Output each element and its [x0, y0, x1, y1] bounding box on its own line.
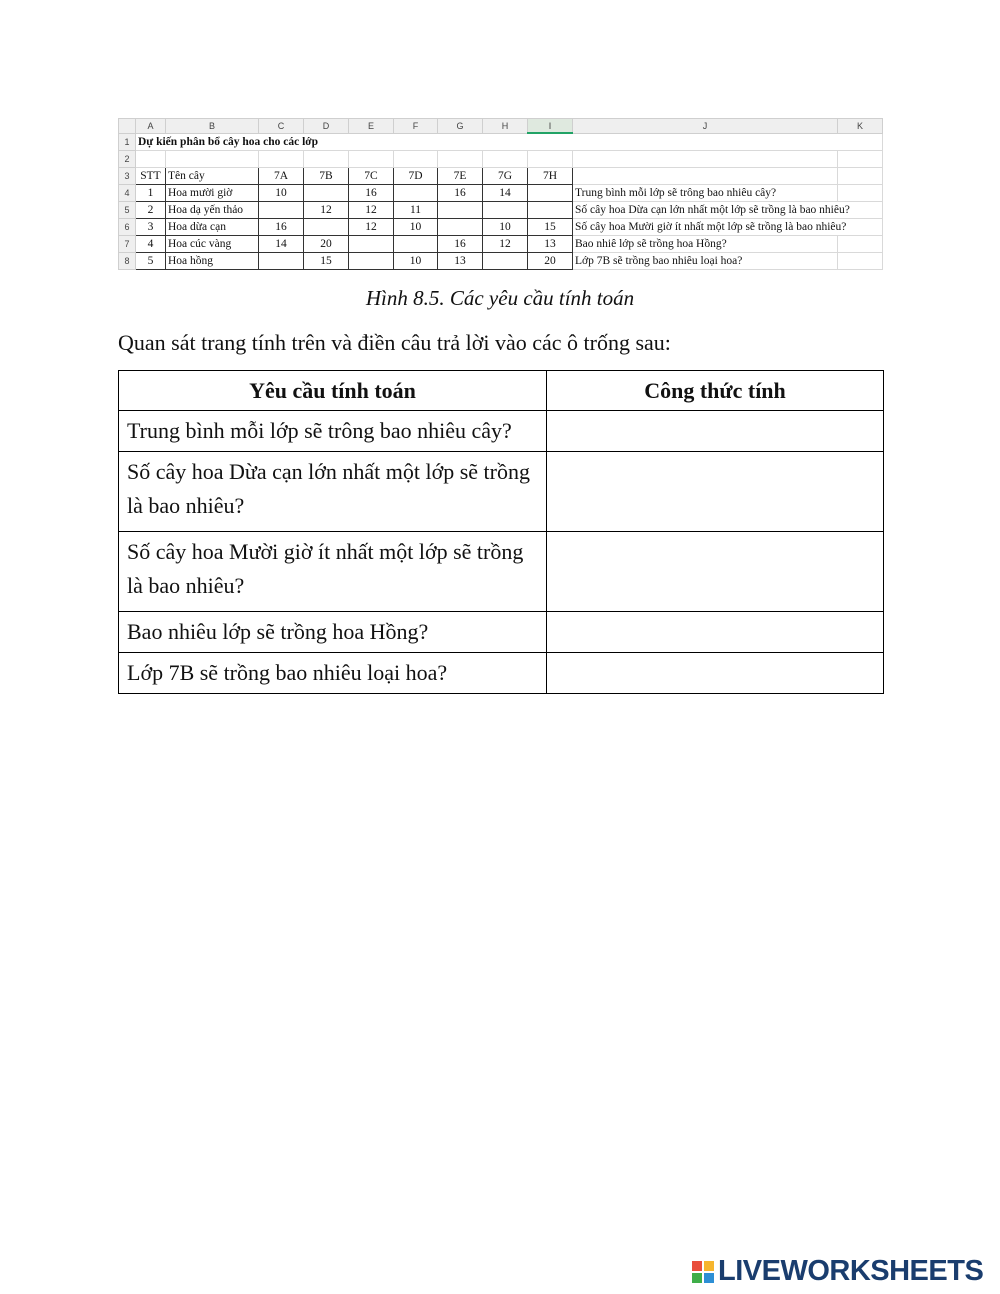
- row-number: 3: [119, 168, 136, 185]
- requirement-text: Trung bình mỗi lớp sẽ trông bao nhiêu cây?: [127, 418, 512, 443]
- header-requirement: Yêu cầu tính toán: [119, 371, 547, 411]
- sheet-row-1: [119, 133, 883, 151]
- cell: 12: [349, 219, 394, 236]
- header-stt: STT: [136, 168, 166, 185]
- logo-text: LIVEWORKSHEETS: [718, 1255, 984, 1287]
- cell: 12: [349, 202, 394, 219]
- sheet-row-7: [119, 236, 883, 253]
- sheet-row-3: [119, 168, 883, 185]
- sheet-question-4: Bao nhiê lớp sẽ trồng hoa Hồng?: [573, 236, 838, 253]
- row-number: 2: [119, 151, 136, 168]
- answer-input-4[interactable]: [547, 619, 883, 636]
- formula-cell[interactable]: [547, 653, 884, 694]
- cell: Hoa mười giờ: [166, 185, 259, 202]
- cell: 16: [438, 185, 483, 202]
- answer-table: [118, 370, 884, 694]
- cell: Hoa dạ yến thảo: [166, 202, 259, 219]
- header-ten-cay: Tên cây: [166, 168, 259, 185]
- requirement-text: Số cây hoa Mười giờ ít nhất một lớp sẽ trồng: [127, 539, 524, 564]
- col-header-a: A: [136, 119, 166, 134]
- sheet-question-5: Lớp 7B sẽ trồng bao nhiêu loại hoa?: [573, 253, 838, 270]
- requirement-cell: [119, 452, 547, 532]
- col-header-j: J: [573, 119, 838, 134]
- cell: 13: [438, 253, 483, 270]
- formula-cell[interactable]: [547, 452, 884, 532]
- sheet-question-2: Số cây hoa Dừa cạn lớn nhất một lớp sẽ trồng là bao nhiêu?: [573, 202, 883, 219]
- formula-cell[interactable]: [547, 612, 884, 653]
- row-number: 7: [119, 236, 136, 253]
- cell: [304, 219, 349, 236]
- requirement-text: Bao nhiêu lớp sẽ trồng hoa Hồng?: [127, 619, 429, 644]
- formula-cell[interactable]: [547, 411, 884, 452]
- figure-caption: Hình 8.5. Các yêu cầu tính toán: [365, 286, 635, 310]
- cell: Hoa dừa cạn: [166, 219, 259, 236]
- row-number: 8: [119, 253, 136, 270]
- requirement-text-cont: là bao nhiêu?: [127, 573, 245, 598]
- header-7g: 7G: [483, 168, 528, 185]
- cell: 5: [136, 253, 166, 270]
- cell: 10: [483, 219, 528, 236]
- cell: [528, 185, 573, 202]
- cell: 16: [438, 236, 483, 253]
- col-header-g: G: [438, 119, 483, 134]
- cell: [259, 253, 304, 270]
- cell: [483, 253, 528, 270]
- cell: [349, 236, 394, 253]
- cell: Hoa hồng: [166, 253, 259, 270]
- answer-row: [119, 411, 884, 452]
- logo-icon: [692, 1261, 714, 1283]
- row-number: 5: [119, 202, 136, 219]
- sheet-row-6: [119, 219, 883, 236]
- header-7e: 7E: [438, 168, 483, 185]
- answer-row: [119, 532, 884, 612]
- cell: [483, 202, 528, 219]
- sheet-row-4: [119, 185, 883, 202]
- corner-cell: [119, 119, 136, 134]
- header-7b: 7B: [304, 168, 349, 185]
- col-header-h: H: [483, 119, 528, 134]
- requirement-cell: [119, 411, 547, 452]
- answer-input-1[interactable]: [547, 418, 883, 435]
- sheet-title: Dự kiến phân bổ cây hoa cho các lớp: [136, 133, 883, 151]
- column-header-row: [119, 119, 883, 134]
- col-header-f: F: [394, 119, 438, 134]
- cell: [394, 236, 438, 253]
- header-7c: 7C: [349, 168, 394, 185]
- cell: [349, 253, 394, 270]
- instruction-text: Quan sát trang tính trên và điền câu trả lời vào các ô trống sau:: [118, 330, 671, 355]
- header-formula: Công thức tính: [547, 371, 884, 411]
- col-header-e: E: [349, 119, 394, 134]
- cell: 12: [483, 236, 528, 253]
- answer-input-5[interactable]: [547, 660, 883, 677]
- cell: 4: [136, 236, 166, 253]
- cell: 10: [259, 185, 304, 202]
- cell: 13: [528, 236, 573, 253]
- cell: 16: [259, 219, 304, 236]
- cell: [259, 202, 304, 219]
- header-7h: 7H: [528, 168, 573, 185]
- formula-cell[interactable]: [547, 532, 884, 612]
- cell: 1: [136, 185, 166, 202]
- requirement-cell: [119, 612, 547, 653]
- requirement-cell: [119, 532, 547, 612]
- cell: 15: [528, 219, 573, 236]
- cell: 2: [136, 202, 166, 219]
- sheet-row-2: [119, 151, 883, 168]
- row-number: 6: [119, 219, 136, 236]
- cell: 14: [483, 185, 528, 202]
- sheet-question-1: Trung bình mỗi lớp sẽ trông bao nhiêu cây?: [573, 185, 838, 202]
- answer-input-2[interactable]: [547, 459, 883, 476]
- liveworksheets-logo: [692, 1255, 983, 1288]
- answer-row: [119, 612, 884, 653]
- cell: [528, 202, 573, 219]
- cell: 10: [394, 253, 438, 270]
- requirement-cell: [119, 653, 547, 694]
- header-7a: 7A: [259, 168, 304, 185]
- cell: 10: [394, 219, 438, 236]
- col-header-i: I: [528, 119, 573, 134]
- cell: 20: [528, 253, 573, 270]
- cell: 11: [394, 202, 438, 219]
- spreadsheet-figure: [118, 118, 882, 270]
- col-header-k: K: [838, 119, 883, 134]
- requirement-text: Lớp 7B sẽ trồng bao nhiêu loại hoa?: [127, 660, 448, 685]
- cell: 15: [304, 253, 349, 270]
- header-7d: 7D: [394, 168, 438, 185]
- cell: 12: [304, 202, 349, 219]
- col-header-c: C: [259, 119, 304, 134]
- answer-table-header: [119, 371, 884, 411]
- col-header-d: D: [304, 119, 349, 134]
- row-number: 4: [119, 185, 136, 202]
- requirement-text: Số cây hoa Dừa cạn lớn nhất một lớp sẽ trồng: [127, 459, 530, 484]
- cell: Hoa cúc vàng: [166, 236, 259, 253]
- cell: 14: [259, 236, 304, 253]
- cell: [438, 219, 483, 236]
- sheet-row-5: [119, 202, 883, 219]
- cell: [438, 202, 483, 219]
- row-number: 1: [119, 133, 136, 151]
- cell: [394, 185, 438, 202]
- sheet-question-3: Số cây hoa Mười giờ ít nhất một lớp sẽ trồng là bao nhiêu?: [573, 219, 883, 236]
- sheet-row-8: [119, 253, 883, 270]
- col-header-b: B: [166, 119, 259, 134]
- requirement-text-cont: là bao nhiêu?: [127, 493, 245, 518]
- cell: 20: [304, 236, 349, 253]
- answer-row: [119, 653, 884, 694]
- cell: 3: [136, 219, 166, 236]
- answer-row: [119, 452, 884, 532]
- answer-input-3[interactable]: [547, 539, 883, 556]
- cell: 16: [349, 185, 394, 202]
- cell: [304, 185, 349, 202]
- spreadsheet-table: [118, 118, 883, 270]
